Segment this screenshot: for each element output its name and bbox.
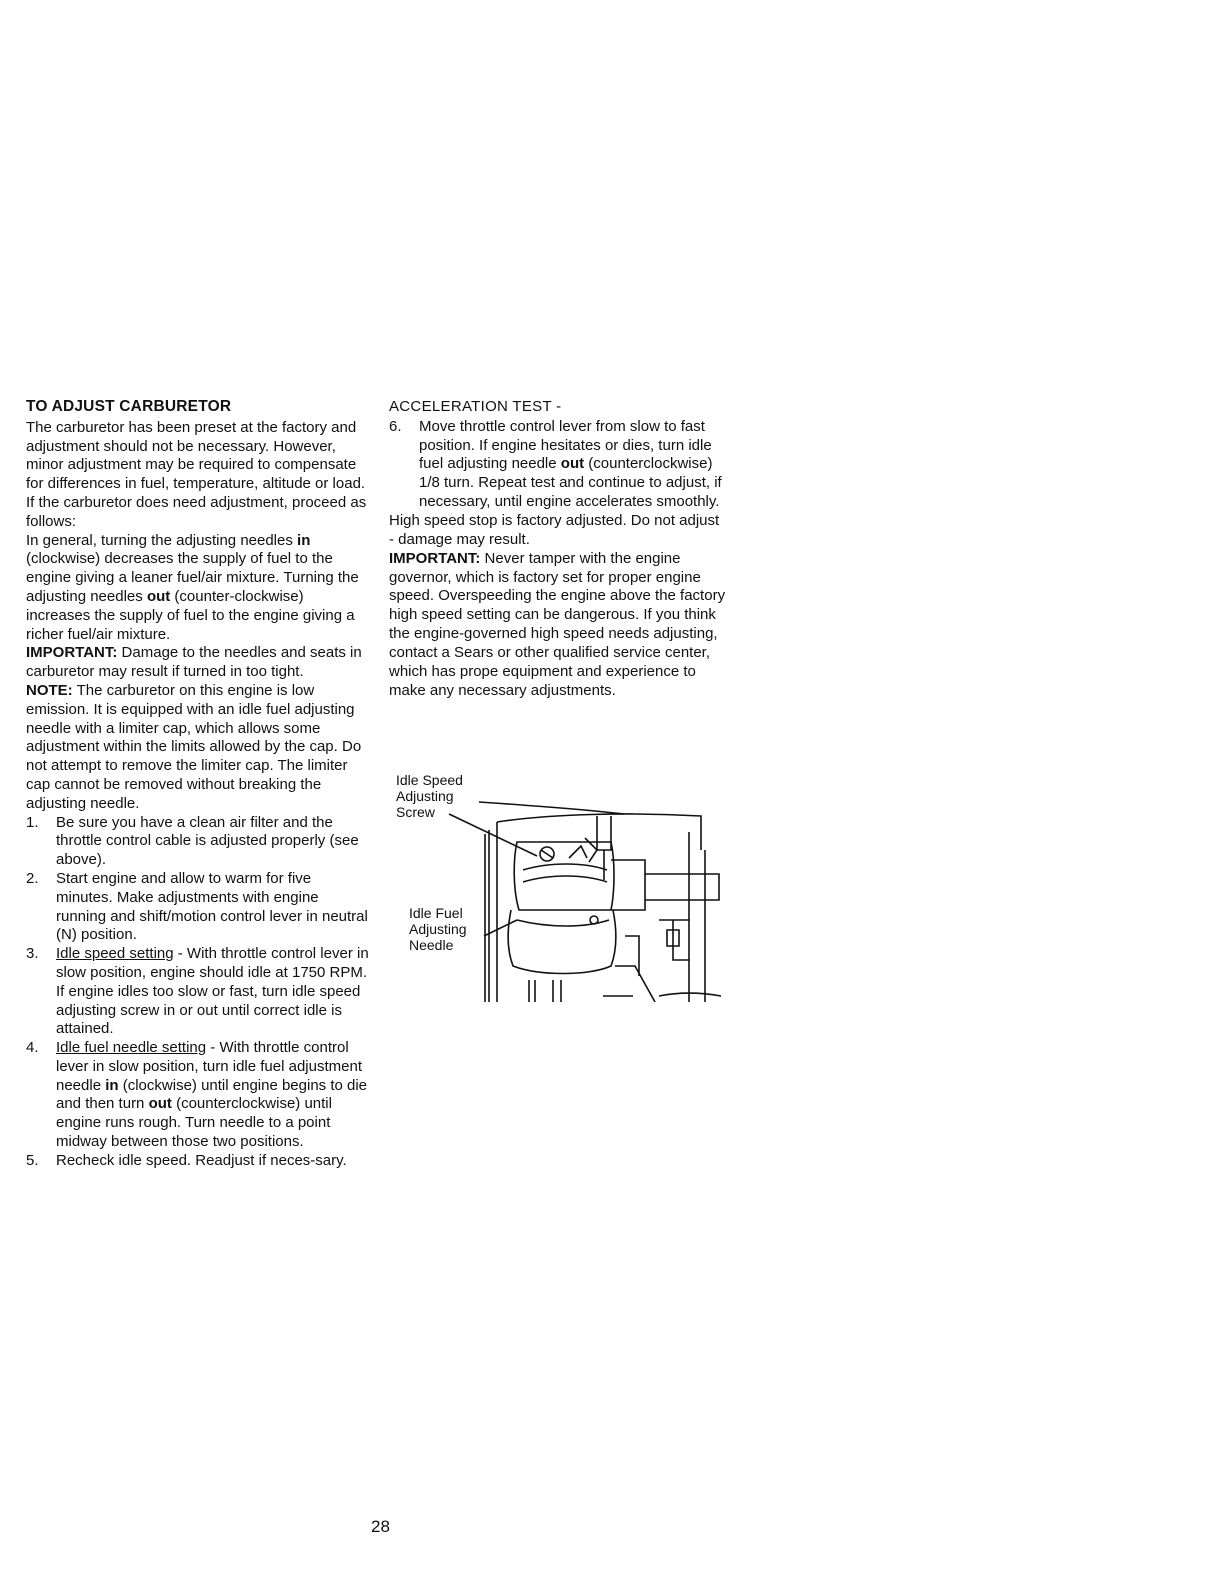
- note-paragraph: [26, 682, 371, 814]
- step-1: [26, 814, 371, 870]
- governor-important-paragraph: [389, 550, 727, 701]
- step-body-3: (counterclockwise) until engine runs rough. Turn needle to a point midway between those two positions.: [56, 1095, 332, 1151]
- step-number: 4.: [26, 1039, 39, 1057]
- step-bold-out: out: [560, 455, 585, 473]
- intro-paragraph: The carburetor has been preset at the factory and adjustment should not be necessary. However, minor adjustment may be required to compensate for differences in fuel, temperature, altitude or load. If the carburetor does need adjustment, proceed as follows:: [26, 418, 367, 530]
- step-6: [389, 418, 727, 512]
- step-number: 6.: [389, 417, 402, 435]
- step-body-1: Move throttle control lever from slow to fast position. If engine hesitates or dies, turn idle fuel adjusting needle: [419, 417, 712, 473]
- step-text: [56, 945, 371, 1039]
- label-line: Screw: [396, 804, 435, 820]
- important-text: Damage to the needles and seats in carburetor may result if turned in too tight.: [26, 644, 362, 681]
- step-text: Recheck idle speed. Readjust if neces-sary.: [56, 1151, 347, 1169]
- step-text: [56, 1039, 371, 1152]
- carburetor-illustration: [389, 770, 725, 1002]
- label-line: Adjusting: [396, 788, 454, 804]
- important-label: IMPORTANT:: [26, 644, 118, 662]
- label-line: Needle: [409, 937, 454, 953]
- step-text: Start engine and allow to warm for five minutes. Make adjustments with engine running and shift/motion control lever in neutral (N) position.: [56, 869, 368, 944]
- step-label-idle-fuel: Idle fuel needle setting: [56, 1039, 207, 1057]
- left-column: [26, 398, 371, 1171]
- general-text-3: (counter-clockwise) increases the supply of fuel to the engine giving a richer fuel/air mixture.: [26, 587, 355, 643]
- note-label: NOTE:: [26, 681, 73, 699]
- important-paragraph: [26, 644, 371, 682]
- step-label-idle-speed: Idle speed setting: [56, 945, 174, 963]
- general-paragraph: [26, 532, 371, 645]
- step-bold-in: in: [105, 1076, 119, 1094]
- step-body-2: (clockwise) until engine begins to die and then turn: [56, 1076, 368, 1113]
- step-text: Be sure you have a clean air filter and the throttle control cable is adjusted properly (see above).: [56, 813, 359, 869]
- label-line: Idle Fuel: [409, 905, 463, 921]
- step-number: 3.: [26, 945, 39, 963]
- adjustment-steps-list: [26, 814, 371, 1171]
- general-in-bold: in: [297, 531, 311, 549]
- step-2: [26, 870, 371, 945]
- step-4: [26, 1039, 371, 1152]
- acceleration-steps-list: [389, 418, 727, 512]
- carburetor-figure: [389, 770, 725, 1002]
- step-body: - With throttle control lever in slow position, engine should idle at 1750 RPM. If engine idles too slow or fast, turn idle speed adjusting screw in or out until correct idle is attained.: [56, 945, 369, 1038]
- general-text-1: In general, turning the adjusting needles: [26, 531, 298, 549]
- step-body-2: (counterclockwise) 1/8 turn. Repeat test and continue to adjust, if necessary, until engine accelerates smoothly.: [419, 455, 722, 510]
- step-3: [26, 945, 371, 1039]
- step-text: [419, 418, 727, 512]
- page-number: 28: [371, 1517, 390, 1536]
- right-column: [389, 398, 727, 701]
- important-label: IMPORTANT:: [389, 549, 481, 567]
- acceleration-test-heading: ACCELERATION TEST -: [389, 398, 562, 415]
- step-5: [26, 1152, 371, 1171]
- label-line: Adjusting: [409, 921, 467, 937]
- general-text-2: (clockwise) decreases the supply of fuel to the engine giving a leaner fuel/air mixture. Turning the adjusting needles: [26, 550, 359, 605]
- important-text: Never tamper with the engine governor, which is factory set for proper engine speed. Overspeeding the engine above the factory high speed setting can be dangerous. If you think the engine-governed high speed needs adjusting, contact a Sears or other qualified service center, which has prope equipment and experience to make any necessary adjustments.: [389, 549, 726, 699]
- high-speed-paragraph: High speed stop is factory adjusted. Do not adjust - damage may result.: [389, 511, 720, 548]
- general-out-bold: out: [146, 587, 171, 605]
- step-body-1: - With throttle control lever in slow position, turn idle fuel adjustment needle: [56, 1039, 362, 1094]
- step-number: 1.: [26, 813, 39, 831]
- step-number: 5.: [26, 1151, 39, 1169]
- step-bold-out: out: [148, 1095, 172, 1113]
- label-line: Idle Speed: [396, 772, 463, 788]
- step-number: 2.: [26, 869, 39, 887]
- note-text: The carburetor on this engine is low emission. It is equipped with an idle fuel adjusting needle with a limiter cap, which allows some adjustment within the limits allowed by the cap. Do not attempt to remove the limiter cap. The limiter cap cannot be removed without breaking the adjusting needle.: [26, 681, 362, 812]
- section-heading-adjust-carburetor: TO ADJUST CARBURETOR: [26, 398, 232, 415]
